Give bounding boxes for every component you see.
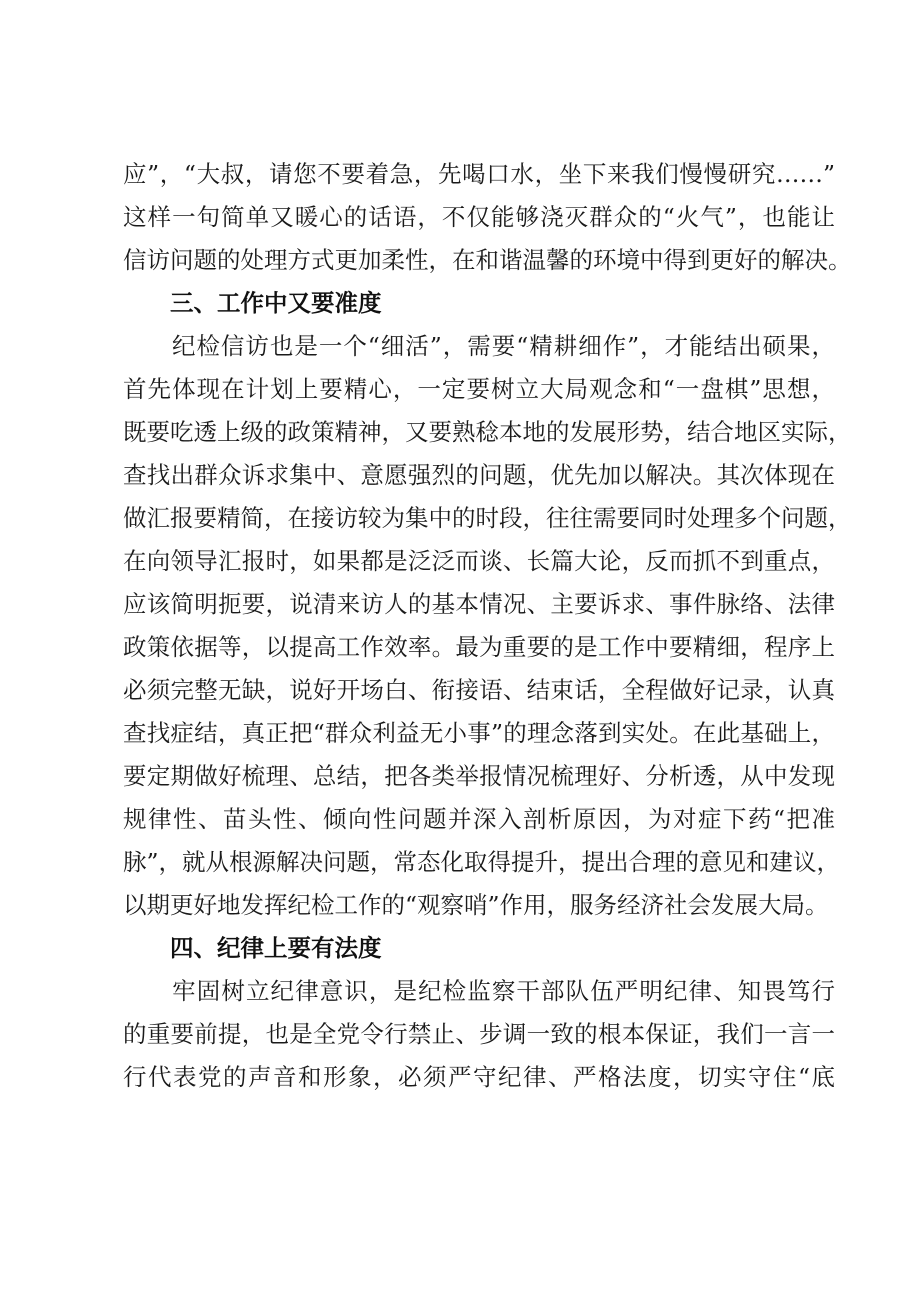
text-line: 应”，“大叔，请您不要着急，先喝口水，坐下来我们慢慢研究……” [123,160,835,188]
text-line: 在向领导汇报时，如果都是泛泛而谈、长篇大论，反而抓不到重点， [123,547,835,575]
text-line: 这样一句简单又暖心的话语，不仅能够浇灭群众的“火气”，也能让 [123,203,835,231]
section-heading-4: 四、纪律上要有法度 [170,934,382,962]
text-line: 脉”，就从根源解决问题，常态化取得提升，提出合理的意见和建议， [123,848,841,876]
text-line: 必须完整无缺，说好开场白、衔接语、结束话，全程做好记录，认真 [123,676,835,704]
text-line: 应该简明扼要，说清来访人的基本情况、主要诉求、事件脉络、法律 [123,590,835,618]
text-line: 既要吃透上级的政策精神，又要熟稔本地的发展形势，结合地区实际， [123,418,852,446]
paragraph-2 [123,325,852,927]
text-line: 信访问题的处理方式更加柔性，在和谐温馨的环境中得到更好的解决。 [123,246,852,274]
document-body [123,153,852,1099]
text-line: 的重要前提，也是全党令行禁止、步调一致的根本保证，我们一言一 [123,1020,835,1048]
text-line: 行代表党的声音和形象，必须严守纪律、严格法度，切实守住“底 [123,1063,835,1091]
text-line: 做汇报要精简，在接访较为集中的时段，往往需要同时处理多个问题， [123,504,852,532]
paragraph-3 [123,970,835,1099]
section-heading-3: 三、工作中又要准度 [170,289,382,317]
text-line: 规律性、苗头性、倾向性问题并深入剖析原因，为对症下药“把准 [123,805,835,833]
text-line: 首先体现在计划上要精心，一定要树立大局观念和“一盘棋”思想， [123,375,835,403]
text-line: 以期更好地发挥纪检工作的“观察哨”作用，服务经济社会发展大局。 [123,891,829,919]
text-line: 牢固树立纪律意识，是纪检监察干部队伍严明纪律、知畏笃行 [123,977,835,1005]
text-line: 纪检信访也是一个“细活”，需要“精耕细作”，才能结出硕果， [123,332,835,360]
text-line: 查找症结，真正把“群众利益无小事”的理念落到实处。在此基础上， [123,719,835,747]
text-line: 要定期做好梳理、总结，把各类举报情况梳理好、分析透，从中发现 [123,762,835,790]
text-line: 政策依据等，以提高工作效率。最为重要的是工作中要精细，程序上 [123,633,835,661]
paragraph-1 [123,153,852,282]
text-line: 查找出群众诉求集中、意愿强烈的问题，优先加以解决。其次体现在 [123,461,835,489]
